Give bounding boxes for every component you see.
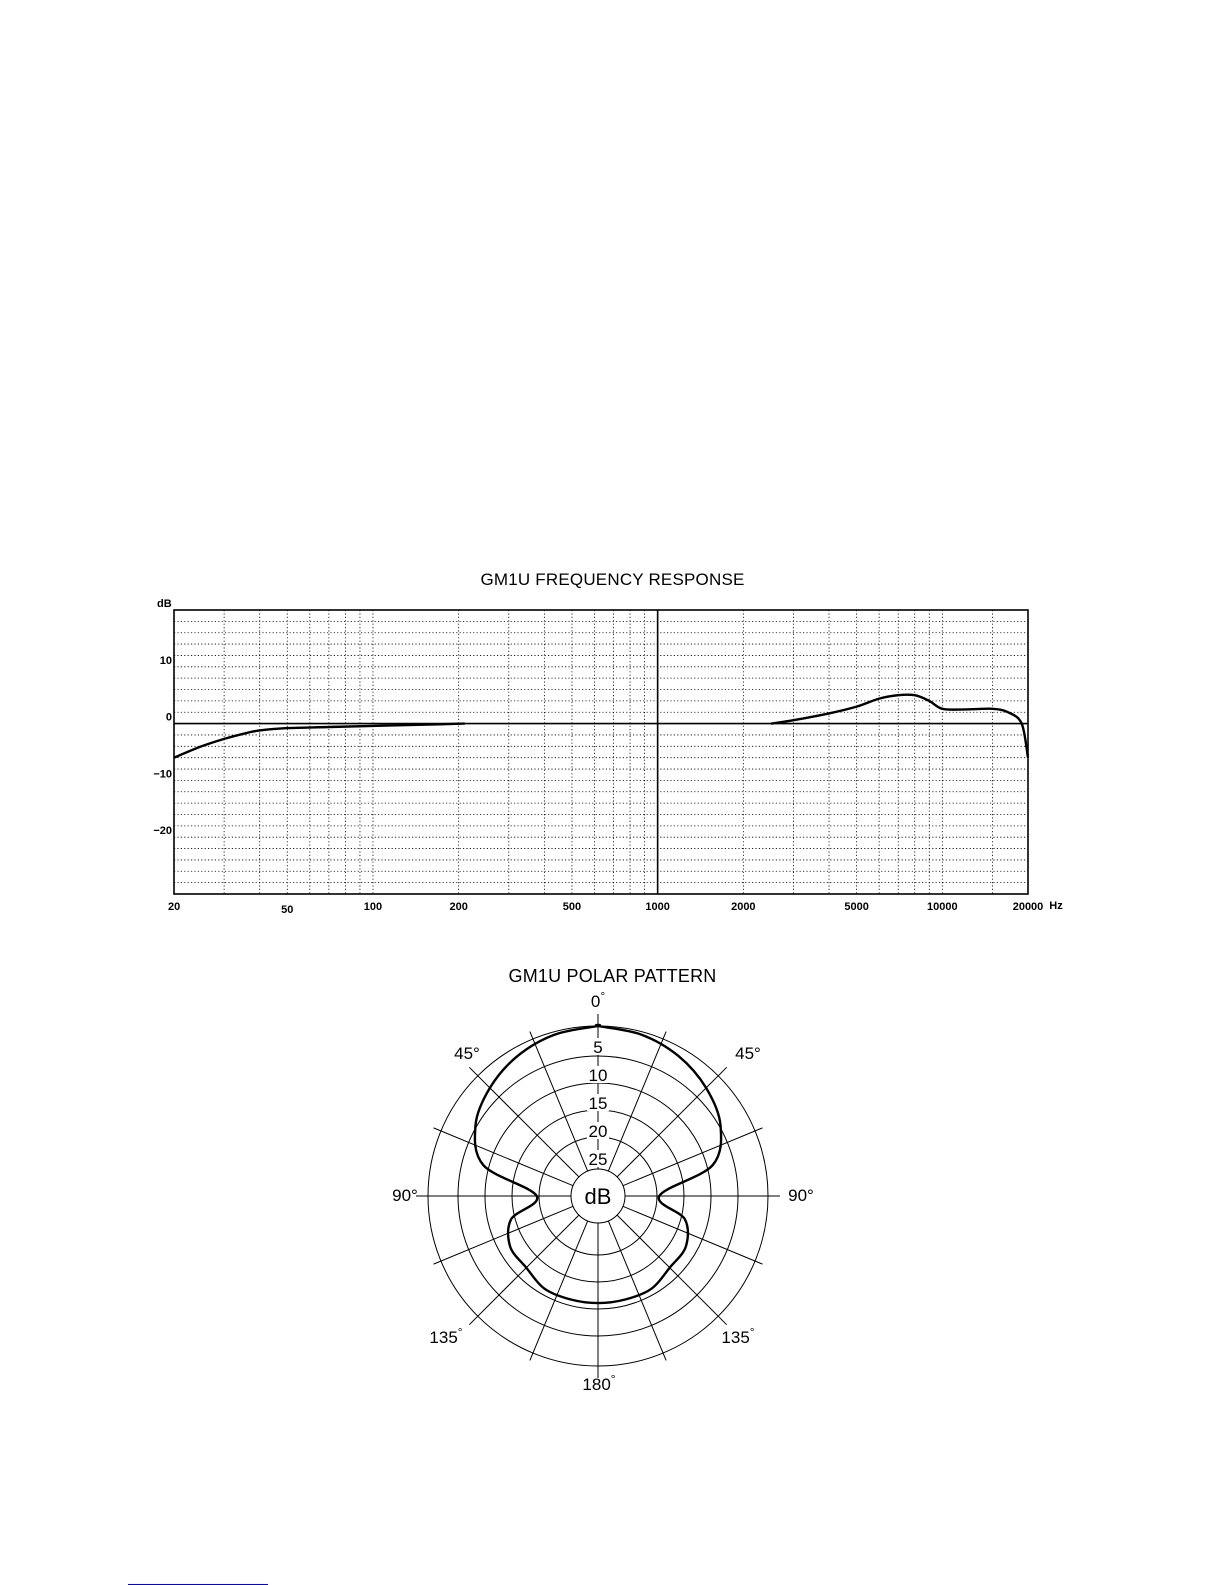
x-tick-label: 100	[363, 901, 383, 913]
ring-label: 5	[593, 1038, 603, 1057]
polar-chart-title: GM1U POLAR PATTERN	[508, 966, 717, 986]
frequency-curves	[174, 695, 1028, 758]
angle-label-bottom-left: 135°	[429, 1325, 463, 1347]
polar-spoke	[434, 1206, 574, 1264]
y-tick-label: 0	[165, 711, 172, 724]
frequency-grid	[174, 610, 1028, 894]
angle-label-left: 90°	[392, 1186, 418, 1205]
y-tick-label: −20	[153, 825, 172, 838]
ring-label: 20	[588, 1122, 608, 1141]
polar-spoke	[530, 1032, 588, 1172]
angle-label-top-right: 45°	[735, 1044, 761, 1063]
plot-frame	[174, 610, 1028, 894]
x-axis-label: Hz	[1049, 900, 1063, 912]
frequency-response-chart	[0, 590, 1225, 920]
frequency-chart-title: GM1U FREQUENCY RESPONSE	[480, 570, 745, 589]
angle-label-bottom-right: 135°	[721, 1325, 755, 1347]
response-curve-segment-2	[771, 695, 1028, 758]
polar-spoke	[469, 1215, 579, 1325]
x-tick-label: 500	[562, 901, 582, 913]
polar-spoke	[617, 1215, 727, 1325]
polar-spoke	[530, 1221, 588, 1361]
frequency-tick-labels	[153, 598, 1063, 916]
y-tick-label: 10	[159, 654, 172, 667]
x-tick-label: 5000	[844, 901, 869, 913]
angle-label-right: 90°	[788, 1186, 814, 1205]
x-tick-label: 200	[449, 901, 468, 913]
y-axis-label: dB	[157, 598, 172, 610]
response-curve-segment-1	[174, 724, 465, 758]
polar-spoke	[623, 1206, 763, 1264]
angle-label-bottom: 180°	[582, 1372, 616, 1394]
ring-label: 10	[588, 1066, 608, 1085]
polar-spoke	[469, 1067, 579, 1177]
x-tick-label: 1000	[645, 901, 670, 913]
x-tick-label: 20000	[1012, 901, 1044, 913]
ring-label: 25	[588, 1150, 608, 1169]
polar-spoke	[608, 1032, 666, 1172]
ring-label: 15	[588, 1094, 608, 1113]
y-tick-label: −10	[153, 768, 172, 781]
x-tick-label: 20	[168, 901, 181, 913]
polar-pattern-chart	[0, 985, 1225, 1405]
polar-spoke	[617, 1067, 727, 1177]
x-tick-label: 50	[281, 904, 294, 916]
angle-label-top-left: 45°	[454, 1044, 480, 1063]
angle-label-top: 0°	[590, 989, 606, 1011]
polar-spoke	[608, 1221, 666, 1361]
x-tick-label: 2000	[731, 901, 756, 913]
frequency-axes	[174, 610, 1028, 894]
polar-center-label: dB	[584, 1184, 612, 1209]
x-tick-label: 10000	[927, 901, 958, 913]
polar-labels	[392, 989, 814, 1394]
